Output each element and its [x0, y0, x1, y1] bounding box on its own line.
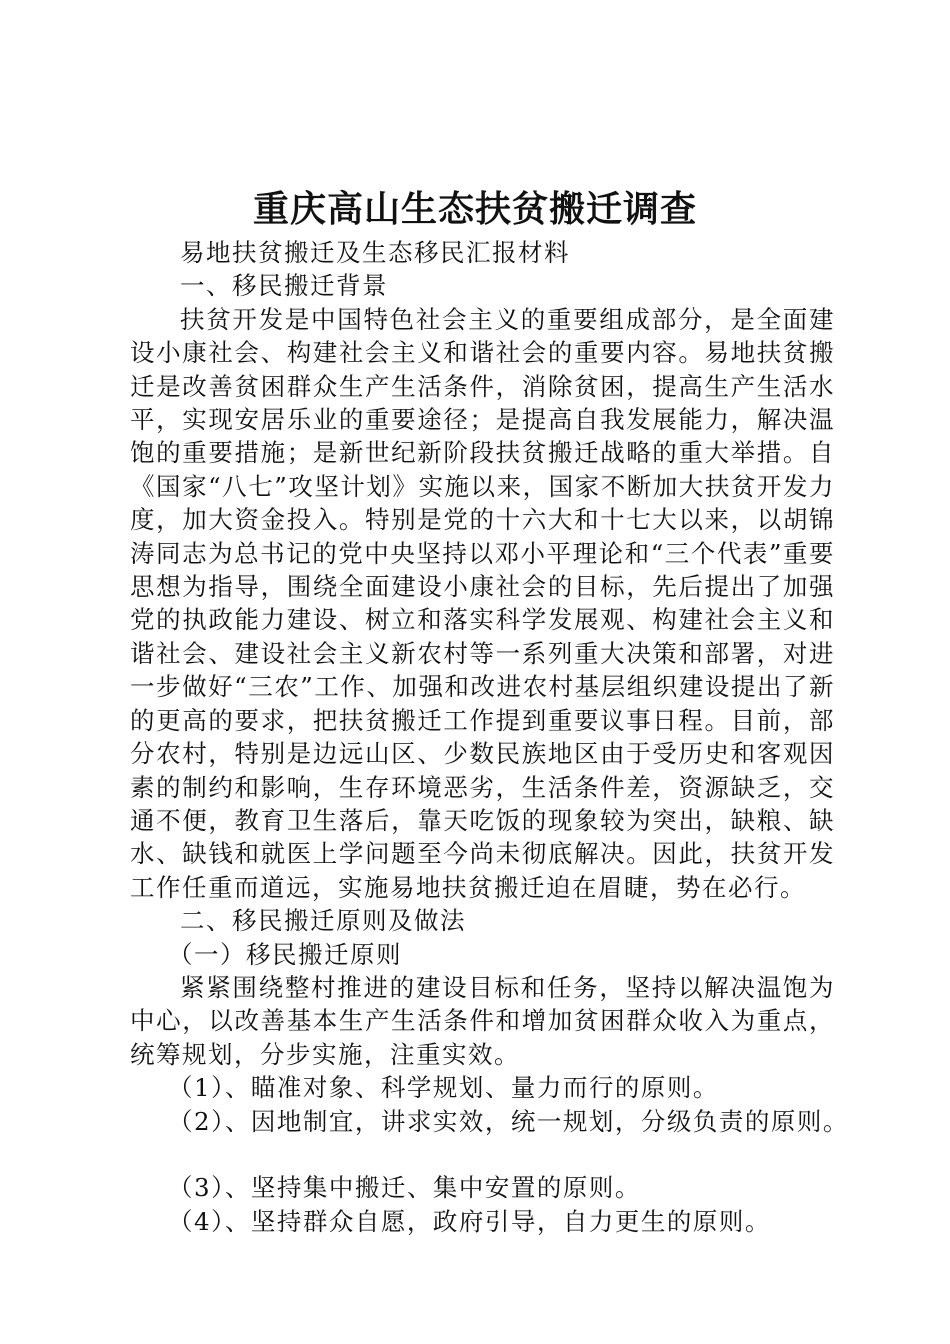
section-heading-principles-methods: 二、移民搬迁原则及做法 — [180, 906, 466, 936]
background-paragraph: 扶贫开发是中国特色社会主义的重要组成部分，是全面建设小康社会、构建社会主义和谐社会的重要内容。易地扶贫搬迁是改善贫困群众生产生活条件，消除贫困，提高生产生活水平，实现安居乐业的重要途径；是提高自我发展能力，解决温饱的重要措施；是新世纪新阶段扶贫搬迁战略的重大举措。自《国家“八七”攻坚计划》实施以来，国家不断加大扶贫开发力度，加大资金投入。特别是党的十六大和十七大以来，以胡锦涛同志为总书记的党中央坚持以邓小平理论和“三个代表”重要思想为指导，围绕全面建设小康社会的目标，先后提出了加强党的执政能力建设、树立和落实科学发展观、构建社会主义和谐社会、建设社会主义新农村等一系列重大决策和部署，对进一步做好“三农”工作、加强和改进农村基层组织建设提出了新的更高的要求，把扶贫搬迁工作提到重要议事日程。目前，部分农村，特别是边远山区、少数民族地区由于受历史和客观因素的制约和影响，生存环境恶劣，生活条件差，资源缺乏，交通不便，教育卫生落后，靠天吃饭的现象较为突出，缺粮、缺水、缺钱和就医上学问题至今尚未彻底解决。因此，扶贫开发工作任重而道远，实施易地扶贫搬迁迫在眉睫，势在必行。 — [130, 304, 835, 902]
blank-line — [130, 1138, 835, 1171]
document-title: 重庆高山生态扶贫搬迁调查 — [252, 188, 697, 230]
document-subtitle: 易地扶贫搬迁及生态移民汇报材料 — [180, 238, 570, 267]
document-body — [130, 236, 849, 1238]
subsection-heading-principles: （一）移民搬迁原则 — [168, 939, 402, 969]
principle-item-1: （1）、瞄准对象、科学规划、量力而行的原则。 — [168, 1073, 719, 1103]
principles-paragraph: 紧紧围绕整村推进的建设目标和任务，坚持以解决温饱为中心，以改善基本生产生活条件和增加贫困群众收入为重点，统筹规划，分步实施，注重实效。 — [130, 972, 835, 1069]
principle-item-3: （3）、坚持集中搬迁、集中安置的原则。 — [168, 1173, 641, 1203]
principle-item-4: （4）、坚持群众自愿，政府引导，自力更生的原则。 — [168, 1206, 771, 1236]
principle-item-2: （2）、因地制宜，讲求实效，统一规划，分级负责的原则。 — [168, 1106, 849, 1136]
section-heading-background: 一、移民搬迁背景 — [180, 271, 388, 301]
